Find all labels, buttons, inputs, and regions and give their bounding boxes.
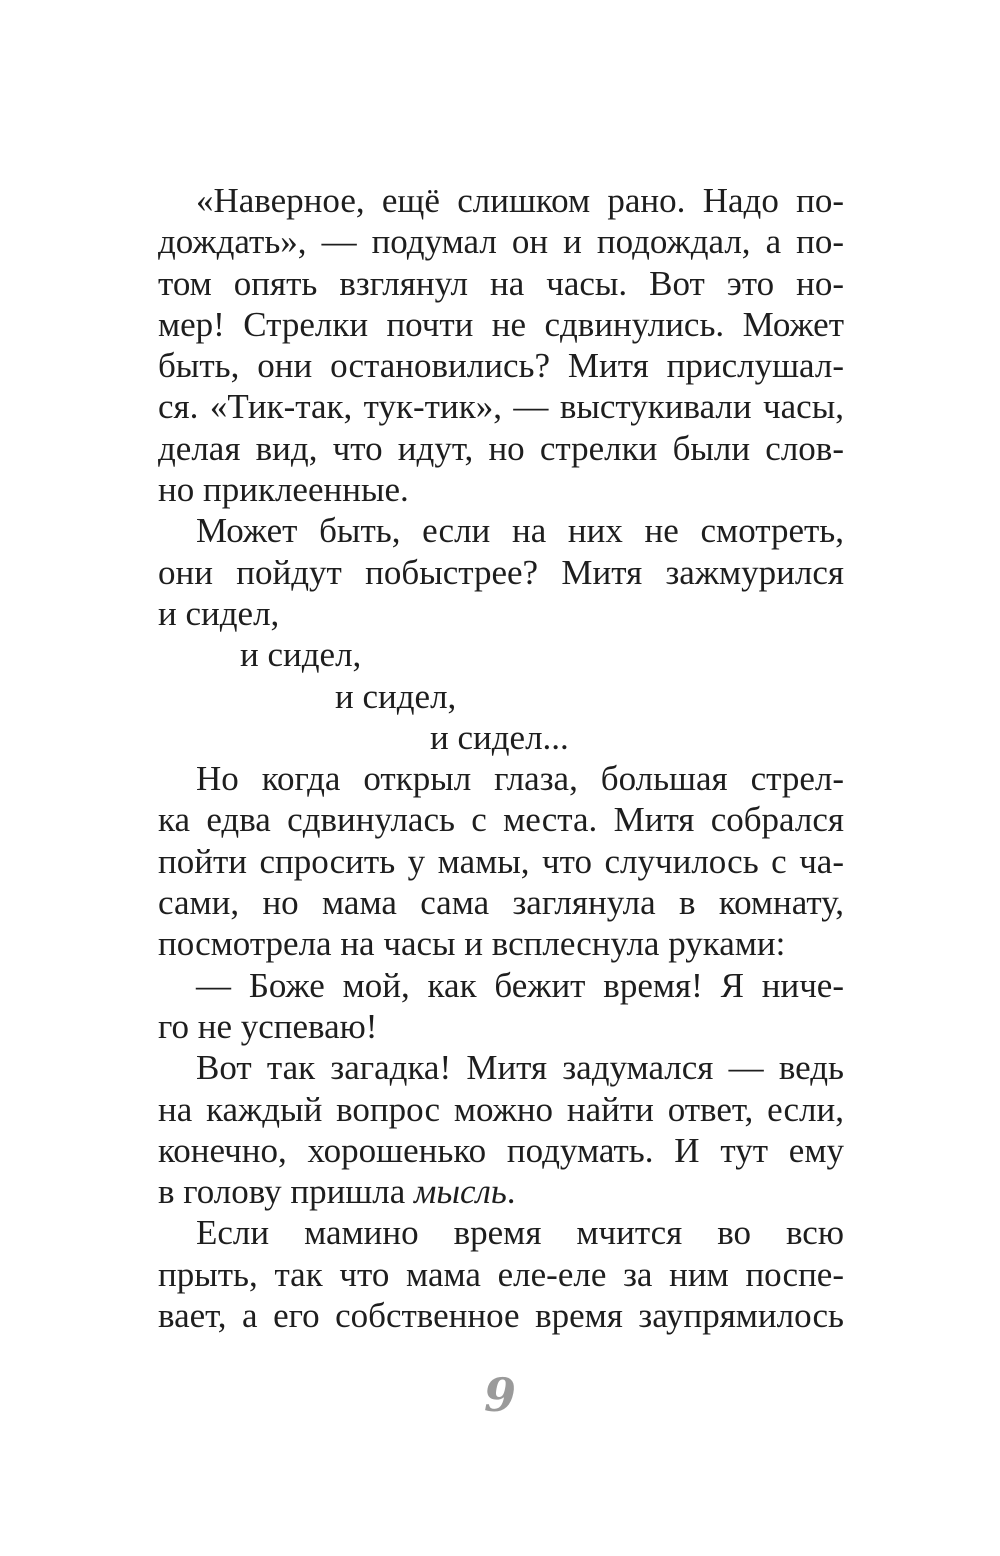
text-line: дождать», — подумал он и подождал, а по- [158,222,844,262]
text-line [158,1171,844,1212]
text-line: быть, они остановились? Митя прислушал- [158,346,844,386]
text-line: они пойдут побыстрее? Митя зажмурился [158,552,844,592]
text-line: прыть, так что мама еле-еле за ним поспе- [158,1254,844,1294]
text-line: Вот так загадка! Митя задумался — ведь [196,1048,844,1088]
text-line: мер! Стрелки почти не сдвинулись. Может [158,304,844,344]
dialogue-line: го не успеваю! [158,1006,378,1046]
text-line: «Наверное, ещё слишком рано. Надо по- [196,181,844,220]
stair-line: и сидел, [240,635,362,675]
text-line: вает, а его собственное время заупрямилось [158,1296,844,1336]
text-fragment: . [506,1172,516,1212]
text-line: делая вид, что идут, но стрелки были слов- [158,428,844,468]
italic-word: мысль [414,1172,507,1212]
text-line: ся. «Тик-так, тук-тик», — выстукивали часы, [158,387,844,427]
text-line: Может быть, если на них не смотреть, [196,511,844,551]
stair-line: и сидел... [430,717,569,757]
text-line: том опять взглянул на часы. Вот это но- [158,263,844,303]
dialogue-line: — Боже мой, как бежит время! Я ниче- [196,965,844,1005]
text-line: на каждый вопрос можно найти ответ, если, [158,1089,844,1129]
text-line: и сидел, [158,593,280,633]
text-line: Если мамино время мчится во всю [196,1213,844,1253]
page-text [158,180,844,1336]
stair-line: и сидел, [335,676,457,716]
text-line: посмотрела на часы и всплеснула руками: [158,924,786,964]
text-fragment: в голову пришла [158,1172,415,1212]
text-line: сами, но мама сама заглянула в комнату, [158,883,844,923]
text-line: Но когда открыл глаза, большая стрел- [196,759,844,799]
page-number: 9 [483,1368,516,1422]
text-line: но приклеенные. [158,470,409,510]
text-line: пойти спросить у мамы, что случилось с ча- [158,841,844,881]
text-line: ка едва сдвинулась с места. Митя собрался [158,800,844,840]
text-line: конечно, хорошенько подумать. И тут ему [158,1130,844,1170]
